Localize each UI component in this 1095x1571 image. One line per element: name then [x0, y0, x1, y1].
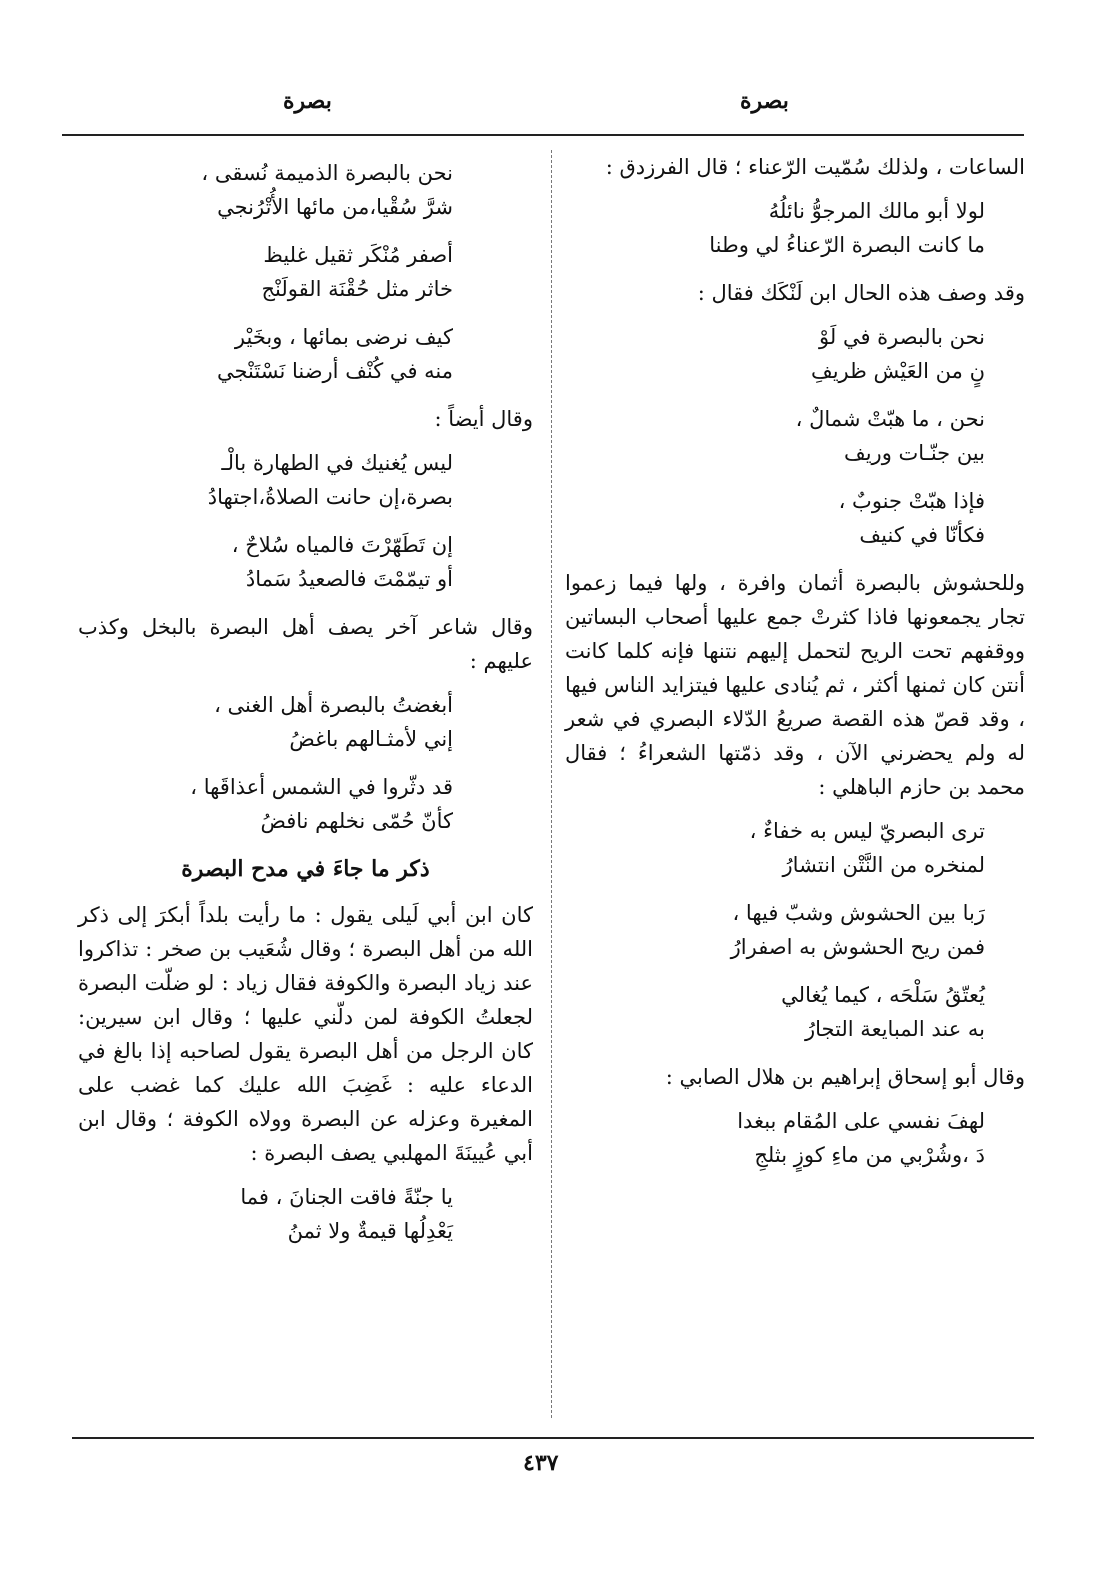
verse — [565, 484, 1025, 552]
verse-line: نحن بالبصرة في لَوْ — [819, 325, 985, 349]
verse-line: شرَّ سُقْيا،من مائها الأُتْرُنجي — [217, 195, 453, 219]
running-header-right: بصرة — [740, 88, 789, 114]
verse-line: ليس يُغنيك في الطهارة بالْـ — [221, 451, 453, 475]
verse-line: دَ ،وشُرْبي من ماءِ كوزٍ بثلجِ — [754, 1143, 985, 1167]
paragraph: وقال أبو إسحاق إبراهيم بن هلال الصابي : — [665, 1065, 1025, 1089]
verse — [565, 194, 1025, 262]
page-number: ٤٣٧ — [523, 1450, 559, 1476]
verse-line: ما كانت البصرة الرّعناءُ لي وطنا — [709, 233, 985, 257]
verse-line: به عند المبايعة التجارُ — [804, 1017, 985, 1041]
verse-line: كأنّ حُمّى نخلهم نافضُ — [260, 809, 453, 833]
verse — [78, 238, 533, 306]
verse-line: لولا أبو مالك المرجوُّ نائلُهُ — [768, 199, 985, 223]
verse — [565, 320, 1025, 388]
verse-line: ترى البصريّ ليس به خفاءٌ ، — [749, 819, 985, 843]
verse-line: نٍ من العَيْش ظريفِ — [810, 359, 985, 383]
verse — [565, 814, 1025, 882]
column-divider — [551, 150, 552, 1418]
verse — [565, 402, 1025, 470]
verse — [78, 770, 533, 838]
verse-line: لهفَ نفسي على المُقام ببغدا — [737, 1109, 985, 1133]
verse-line: يُعتّقُ سَلْحَه ، كيما يُغالي — [781, 983, 985, 1007]
verse-line: إن تَطَهّرْتَ فالمياه سُلاحٌ ، — [231, 533, 453, 557]
verse-line: يا جنّةً فاقت الجنانَ ، فما — [240, 1185, 453, 1209]
header-rule — [62, 134, 1024, 136]
right-column — [565, 150, 1025, 1186]
section-heading: ذكر ما جاءَ في مدح البصرة — [181, 856, 430, 882]
verse-line: خاثر مثل حُقْنَة القولَنْج — [261, 277, 453, 301]
verse-line: فكأنّا في كنيف — [859, 523, 985, 547]
verse-line: منه في كُنْف أرضنا نَسْتَنْجي — [216, 359, 453, 383]
paragraph: وللحشوش بالبصرة أثمان وافرة ، ولها فيما زعموا تجار يجمعونها فاذا كثرتْ جمع عليها أصحاب البساتين ووقفهم تحت الريح لتحمل إليهم نتنها فإنه كلما كانت أنتن كان ثمنها أكثر ، ثم يُنادى عليها فيتزايد الناس فيها ، وقد قصّ هذه القصة صريعُ الدّلاء البصري في شعر له ولم يحضرني الآن ، وقد ذمّتها الشعراءُ ؛ فقال محمد بن حازم الباهلي : — [565, 571, 1025, 799]
verse — [565, 1104, 1025, 1172]
verse-line: أبغضتُ بالبصرة أهل الغنى ، — [214, 693, 453, 717]
verse — [78, 528, 533, 596]
verse — [78, 156, 533, 224]
verse-line: أو تيمّمْتَ فالصعيدُ سَمادُ — [245, 567, 453, 591]
verse — [565, 896, 1025, 964]
verse-line: نحن ، ما هبّتْ شمالٌ ، — [795, 407, 985, 431]
verse-line: أصفر مُنْكَر ثقيل غليظ — [263, 243, 453, 267]
verse-line: كيف نرضى بمائها ، وبخَيْر — [234, 325, 453, 349]
verse — [78, 1180, 533, 1248]
verse-line: قد دثّروا في الشمس أعذاقَها ، — [190, 775, 453, 799]
verse — [78, 320, 533, 388]
paragraph: كان ابن أبي لَيلى يقول : ما رأيت بلداً أبكرَ إلى ذكر الله من أهل البصرة ؛ وقال شُعَيب بن صخر : تذاكروا عند زياد البصرة والكوفة فقال زياد : لو ضلّت البصرة لجعلتُ الكوفة لمن دلّني عليها ؛ وقال ابن سيرين: كان الرجل من أهل البصرة يقول لصاحبه إذا بالغ في الدعاء عليه : غَضِبَ الله عليك كما غضب على المغيرة وعزله عن البصرة وولاه الكوفة ؛ وقال ابن أبي عُيينَةَ المهلبي يصف البصرة : — [78, 903, 533, 1165]
paragraph: وقال شاعر آخر يصف أهل البصرة بالبخل وكذب عليهم : — [78, 615, 533, 673]
verse-line: لمنخره من النَّتْن انتشارُ — [782, 853, 985, 877]
verse-line: رَبا بين الحشوش وشبّ فيها ، — [732, 901, 985, 925]
paragraph: الساعات ، ولذلك سُمّيت الرّعناء ؛ قال الفرزدق : — [605, 155, 1025, 179]
paragraph: وقد وصف هذه الحال ابن لَنْكَك فقال : — [697, 281, 1025, 305]
verse-line: فمن ريح الحشوش به اصفرارُ — [730, 935, 985, 959]
verse-line: نحن بالبصرة الذميمة نُسقى ، — [201, 161, 453, 185]
left-column — [78, 150, 533, 1262]
verse-line: بين جنّـات وريف — [843, 441, 985, 465]
verse — [78, 446, 533, 514]
verse-line: بصرة،إن حانت الصلاةُ،اجتهادُ — [207, 485, 453, 509]
verse-line: يَعْدِلُها قيمةٌ ولا ثمنُ — [287, 1219, 453, 1243]
verse — [565, 978, 1025, 1046]
footer-rule — [72, 1437, 1034, 1439]
verse-line: إني لأمثـالهم باغضُ — [289, 727, 453, 751]
paragraph: وقال أيضاً : — [434, 407, 533, 431]
verse — [78, 688, 533, 756]
verse-line: فإذا هبّتْ جنوبٌ ، — [838, 489, 985, 513]
running-header-left: بصرة — [283, 88, 332, 114]
